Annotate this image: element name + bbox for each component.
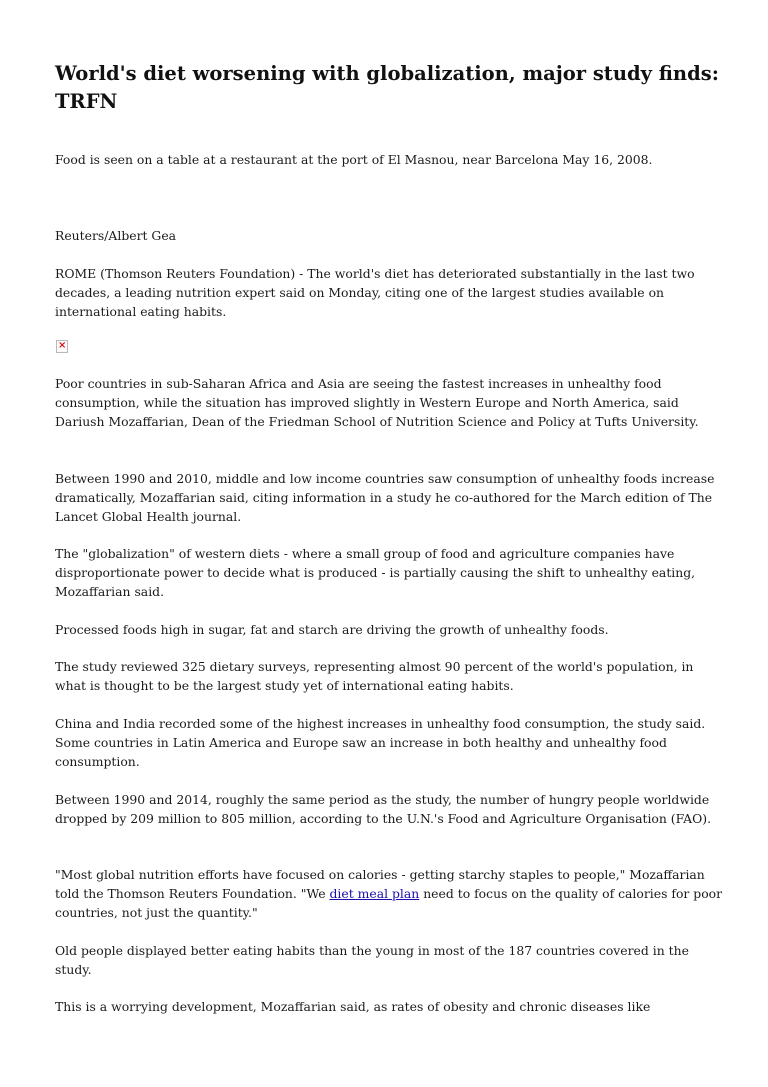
paragraph: The "globalization" of western diets - where a small group of food and agriculture companies have disproportionate power to decide what is produced - is partially causing the shift to unhealthy eating, Mozaffarian said. xyxy=(55,546,696,599)
quote-text-before: "Most global nutrition efforts have focused on calories - getting starchy staples to people," Mozaffarian told the Thomson Reuters Foundation. "We xyxy=(55,867,705,901)
quote-text-after: need to focus on the quality of calories for poor countries, not just the quantity." xyxy=(55,886,723,920)
paragraph: Processed foods high in sugar, fat and starch are driving the growth of unhealthy foods. xyxy=(55,622,609,637)
paragraph: The study reviewed 325 dietary surveys, representing almost 90 percent of the world's population, in what is thought to be the largest study yet of international eating habits. xyxy=(55,659,694,693)
paragraph: China and India recorded some of the highest increases in unhealthy food consumption, the study said. Some countries in Latin America and Europe saw an increase in both healthy and unhealthy food consumption. xyxy=(55,716,706,769)
paragraph: Between 1990 and 2010, middle and low income countries saw consumption of unhealthy foods increase dramatically, Mozaffarian said, citing information in a study he co-authored for the March edition of The Lancet Global Health journal. xyxy=(55,471,715,524)
diet-meal-plan-link[interactable]: diet meal plan xyxy=(329,886,420,901)
article-title: World's diet worsening with globalization, major study finds: TRFN xyxy=(55,62,719,113)
broken-image-icon: × xyxy=(58,340,67,351)
image-caption: Food is seen on a table at a restaurant at the port of El Masnou, near Barcelona May 16, 2008. xyxy=(55,152,653,167)
paragraph: Old people displayed better eating habits than the young in most of the 187 countries covered in the study. xyxy=(55,943,689,977)
lead-paragraph: ROME (Thomson Reuters Foundation) - The world's diet has deteriorated substantially in the last two decades, a leading nutrition expert said on Monday, citing one of the largest studies available on international eating habits. xyxy=(55,266,695,319)
paragraph: Between 1990 and 2014, roughly the same period as the study, the number of hungry people worldwide dropped by 209 million to 805 million, according to the U.N.'s Food and Agriculture Organisation (FAO). xyxy=(55,792,712,826)
photo-credit: Reuters/Albert Gea xyxy=(55,228,177,243)
quote-paragraph xyxy=(55,865,723,922)
paragraph: Poor countries in sub-Saharan Africa and Asia are seeing the fastest increases in unhealthy food consumption, while the situation has improved slightly in Western Europe and North America, said Dariush Mozaffarian, Dean of the Friedman School of Nutrition Science and Policy at Tufts University. xyxy=(55,376,699,429)
paragraph: This is a worrying development, Mozaffarian said, as rates of obesity and chronic diseases like xyxy=(55,999,651,1014)
